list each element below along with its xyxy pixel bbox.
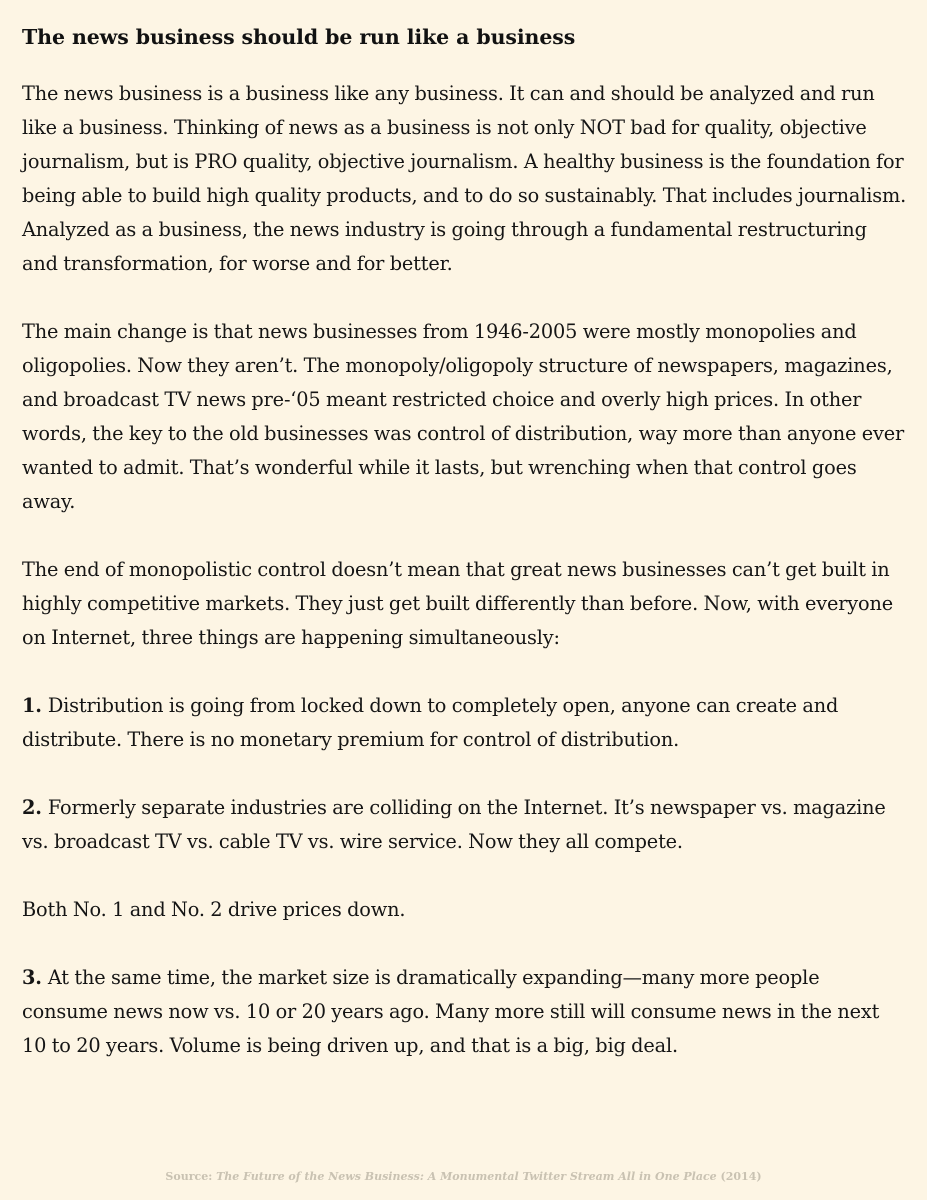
list-item-3 <box>22 961 907 1063</box>
list-item-3-number: 3. <box>22 966 42 989</box>
source-year: (2014) <box>720 1170 762 1183</box>
page-title: The news business should be run like a business <box>22 25 576 49</box>
source-work-title: The Future of the News Business: A Monumental Twitter Stream All in One Place <box>216 1170 717 1183</box>
list-item-2 <box>22 791 907 859</box>
source-footer <box>0 1170 927 1183</box>
paragraph-1: The news business is a business like any business. It can and should be analyzed and run like a business. Thinking of news as a business is not only NOT bad for quality, objective journalism, but is PRO quality, objective journalism. A healthy business is the foundation for being able to build high quality products, and to do so sustainably. That includes journalism. Analyzed as a business, the news industry is going through a fundamental restructuring and transformation, for worse and for better. <box>22 82 907 275</box>
paragraph-2: The main change is that news businesses from 1946-2005 were mostly monopolies and oligopolies. Now they aren’t. The monopoly/oligopoly structure of newspapers, magazines, and broadcast TV news pre-‘05 meant restricted choice and overly high prices. In other words, the key to the old businesses was control of distribution, way more than anyone ever wanted to admit. That’s wonderful while it lasts, but wrenching when that control goes away. <box>22 320 905 513</box>
list-item-2-number: 2. <box>22 796 42 819</box>
list-item-1 <box>22 689 907 757</box>
paragraph-3: The end of monopolistic control doesn’t mean that great news businesses can’t get built in highly competitive markets. They just get built differently than before. Now, with everyone on Internet, three things are happening simultaneously: <box>22 558 894 649</box>
list-item-3-text: At the same time, the market size is dramatically expanding—many more people consume news now vs. 10 or 20 years ago. Many more still will consume news in the next 10 to 20 years. Volume is being driven up, and that is a big, big deal. <box>22 966 880 1057</box>
article-body <box>22 77 907 1063</box>
list-item-2-text: Formerly separate industries are colliding on the Internet. It’s newspaper vs. magazine vs. broadcast TV vs. cable TV vs. wire service. Now they all compete. <box>22 796 886 853</box>
source-label: Source: <box>165 1170 213 1183</box>
paragraph-4: Both No. 1 and No. 2 drive prices down. <box>22 898 406 921</box>
list-item-1-number: 1. <box>22 694 42 717</box>
list-item-1-text: Distribution is going from locked down to completely open, anyone can create and distribute. There is no monetary premium for control of distribution. <box>22 694 839 751</box>
